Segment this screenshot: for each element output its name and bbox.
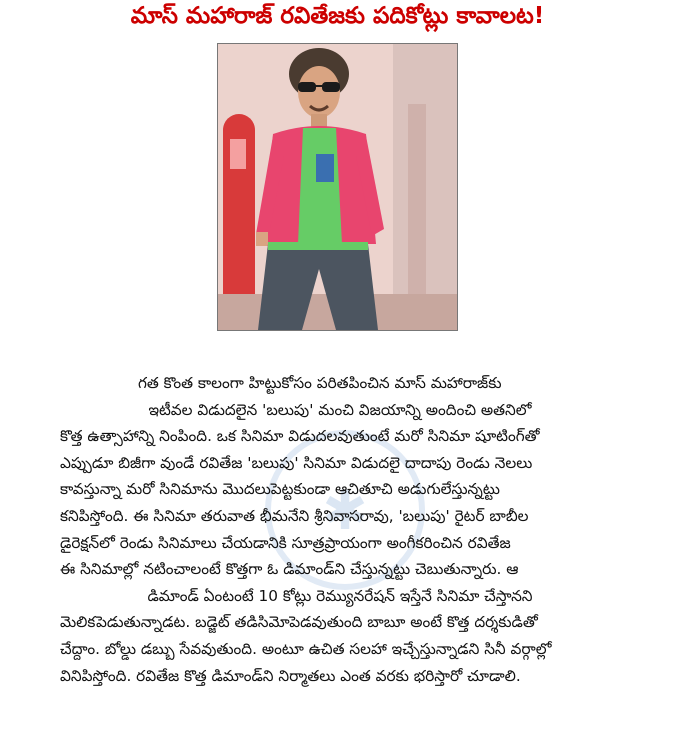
article-line: మెలికపెడుతున్నాడట. బడ్జెట్ తడిసిమోపెడవుతుంది బాబూ అంటే కొత్త దర్శకుడితో [60,613,538,632]
watermark-logo: ✱ [265,430,425,590]
article-line: కనిపిస్తోంది. ఈ సినిమా తరువాత భీమనేని శ్రీనివాసరావు, 'బలుపు' రైటర్ బాబీల [60,506,529,525]
article-line: చేద్దాం. బోల్డు డబ్బు సేవవుతుంది. అంటూ ఉచిత సలహా ఇచ్చేస్తున్నాడని సినీ వర్గాల్లో [60,639,552,658]
article-line: డిమాండ్ ఏంటంటే 10 కోట్లు రెమ్యునరేషన్ ఇస్తేనే సినిమా చేస్తానని [147,586,533,605]
article-photo [217,43,458,331]
article-body [60,370,620,689]
article-line: వినిపిస్తోంది. రవితేజ కొత్త డిమాండ్‌ని నిర్మాతలు ఎంత వరకు భరిస్తారో చూడాలి. [60,666,521,685]
headline: మాస్ మహారాజ్ రవితేజకు పదికోట్లు కావాలట! [130,3,545,29]
article-line: కావస్తున్నా మరో సినిమాను మొదలుపెట్టకుండా ఆచితూచి అడుగులేస్తున్నట్టు [60,480,500,499]
article-line: ఇటీవల విడుదలైన 'బలుపు' మంచి విజయాన్ని అందించి అతనిలో [148,400,532,419]
article-line: గత కొంత కాలంగా హిట్టుకోసం పరితపించిన మాస్ మహారాజ్‌కు [138,374,502,392]
article-line: కొత్త ఉత్సాహాన్ని నింపింది. ఒక సినిమా విడుదలవుతుంటే మరో సినిమా షూటింగ్‌తో [60,427,540,446]
article-line: ఈ సినిమాల్లో నటించాలంటే కొత్తగా ఓ డిమాండ్‌ని చేస్తున్నట్టు చెబుతున్నారు. ఆ [60,560,519,579]
article-line: డైరెక్షన్‌లో రెండు సినిమాలు చేయడానికి సూత్రప్రాయంగా అంగీకరించిన రవితేజ [60,533,511,552]
article-line: ఎప్పుడూ బిజీగా వుండే రవితేజ 'బలుపు' సినిమా విడుదలై దాదాపు రెండు నెలలు [60,453,533,472]
